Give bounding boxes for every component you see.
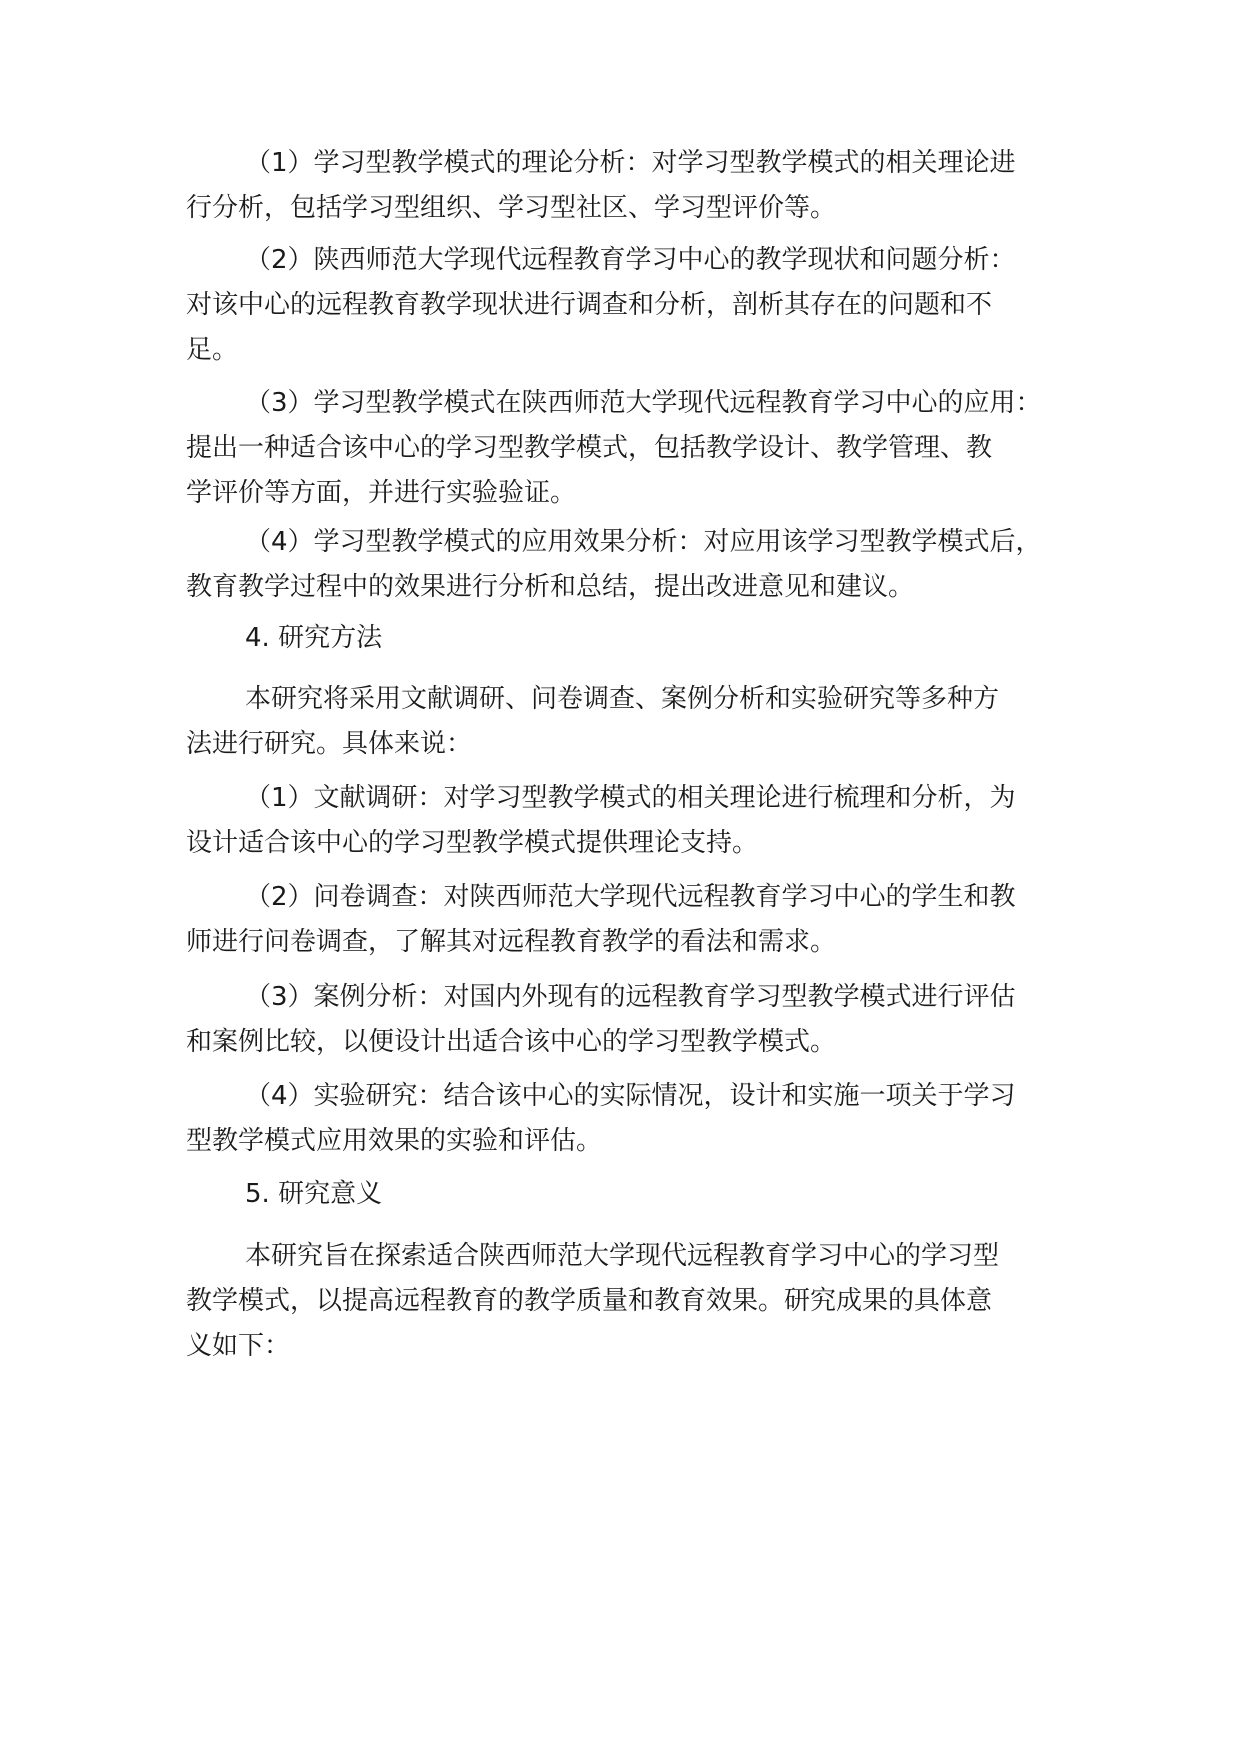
paragraph-line: （3）学习型教学模式在陕西师范大学现代远程教育学习中心的应用： xyxy=(245,388,1042,418)
paragraph-line: （2）问卷调查：对陕西师范大学现代远程教育学习中心的学生和教 xyxy=(245,882,1016,912)
paragraph-line: 学评价等方面，并进行实验验证。 xyxy=(186,478,577,508)
paragraph-line: 义如下： xyxy=(186,1331,291,1361)
section-heading-significance xyxy=(186,1172,1056,1217)
section-heading-text: 5. 研究意义 xyxy=(245,1179,383,1209)
paragraph-line: 型教学模式应用效果的实验和评估。 xyxy=(186,1126,603,1156)
paragraph-significance-intro xyxy=(186,1234,1056,1369)
list-item-questionnaire xyxy=(186,875,1056,965)
paragraph-line: 本研究将采用文献调研、问卷调查、案例分析和实验研究等多种方 xyxy=(245,684,1000,714)
section-heading-methods xyxy=(186,616,1056,661)
paragraph-methods-intro xyxy=(186,677,1056,767)
paragraph-line: 设计适合该中心的学习型教学模式提供理论支持。 xyxy=(186,828,759,858)
list-item-experiment xyxy=(186,1074,1056,1164)
list-item-effect-analysis xyxy=(186,520,1056,610)
paragraph-line: （1）学习型教学模式的理论分析：对学习型教学模式的相关理论进 xyxy=(245,148,1016,178)
paragraph-line: （1）文献调研：对学习型教学模式的相关理论进行梳理和分析，为 xyxy=(245,783,1016,813)
paragraph-line: 和案例比较，以便设计出适合该中心的学习型教学模式。 xyxy=(186,1027,837,1057)
paragraph-line: （2）陕西师范大学现代远程教育学习中心的教学现状和问题分析： xyxy=(245,245,1016,275)
list-item-application xyxy=(186,381,1056,516)
paragraph-line: 提出一种适合该中心的学习型教学模式，包括教学设计、教学管理、教 xyxy=(186,433,993,463)
paragraph-line: （3）案例分析：对国内外现有的远程教育学习型教学模式进行评估 xyxy=(245,982,1016,1012)
paragraph-line: 行分析，包括学习型组织、学习型社区、学习型评价等。 xyxy=(186,193,837,223)
list-item-status-analysis xyxy=(186,238,1056,373)
section-heading-text: 4. 研究方法 xyxy=(245,623,383,653)
paragraph-line: 教学模式，以提高远程教育的教学质量和教育效果。研究成果的具体意 xyxy=(186,1286,993,1316)
paragraph-line: 对该中心的远程教育教学现状进行调查和分析，剖析其存在的问题和不 xyxy=(186,290,993,320)
list-item-case-analysis xyxy=(186,975,1056,1065)
list-item-theory-analysis xyxy=(186,141,1056,231)
paragraph-line: 师进行问卷调查，了解其对远程教育教学的看法和需求。 xyxy=(186,927,837,957)
paragraph-line: 本研究旨在探索适合陕西师范大学现代远程教育学习中心的学习型 xyxy=(245,1241,1000,1271)
paragraph-line: （4）学习型教学模式的应用效果分析：对应用该学习型教学模式后， xyxy=(245,527,1042,557)
paragraph-line: 教育教学过程中的效果进行分析和总结，提出改进意见和建议。 xyxy=(186,572,915,602)
paragraph-line: （4）实验研究：结合该中心的实际情况，设计和实施一项关于学习 xyxy=(245,1081,1016,1111)
list-item-literature-review xyxy=(186,776,1056,866)
paragraph-line: 法进行研究。具体来说： xyxy=(186,729,473,759)
paragraph-line: 足。 xyxy=(186,335,239,365)
